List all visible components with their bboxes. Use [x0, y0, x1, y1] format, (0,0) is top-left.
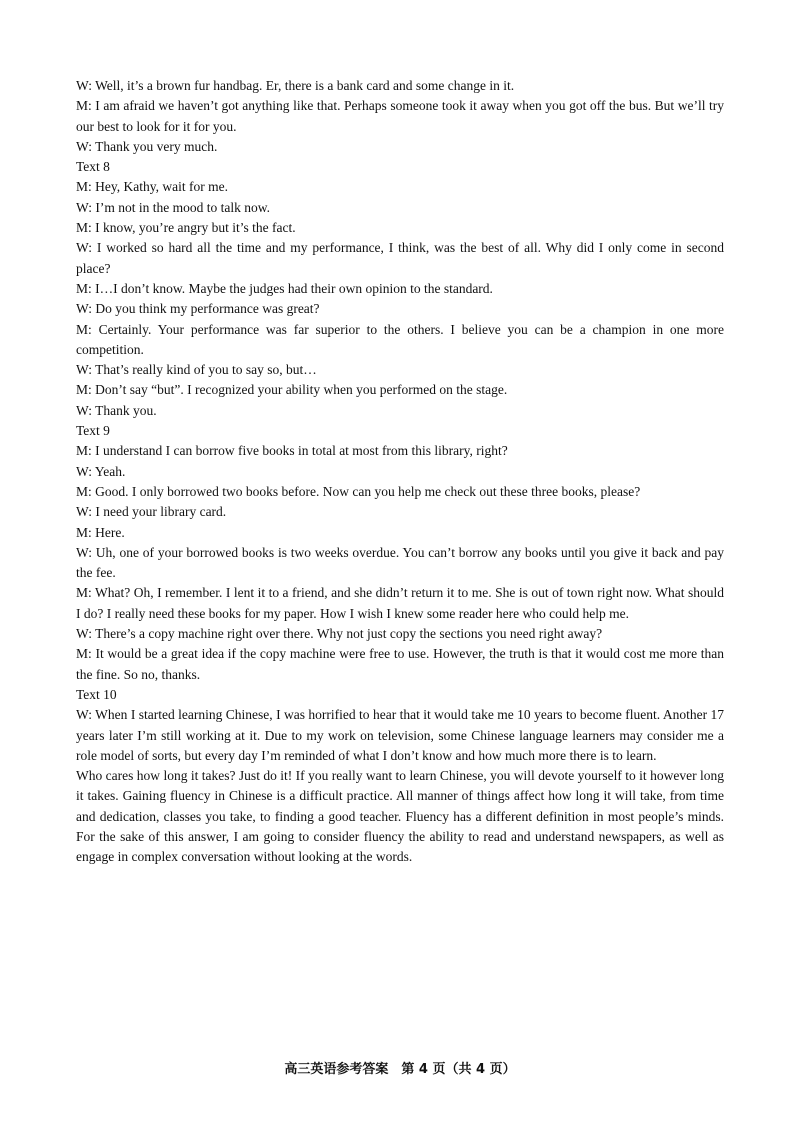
- text-line: M: What? Oh, I remember. I lent it to a friend, and she didn’t return it to me. She is out of town right now. What should I do? I really need these books for my paper. How I wish I knew some reader here who could help me.: [76, 585, 724, 621]
- text-line: M: Good. I only borrowed two books before. Now can you help me check out these three books, please?: [76, 483, 641, 499]
- text-paragraph: W: When I started learning Chinese, I was horrified to hear that it would take me 10 years to become fluent. Another 17 years later I’m still working at it. Due to my work on television, some Chinese language learners may consider me a role model of sorts, but every day I’m reminded of what I don’t know and how much more there is to learn.: [76, 707, 724, 763]
- text-line: W: Do you think my performance was great?: [76, 301, 320, 317]
- text-line: W: Thank you very much.: [76, 138, 218, 154]
- text-line: W: I’m not in the mood to talk now.: [76, 199, 270, 215]
- text-line: W: Uh, one of your borrowed books is two weeks overdue. You can’t borrow any books until you give it back and pay the fee.: [76, 544, 724, 581]
- text-line: W: I worked so hard all the time and my performance, I think, was the best of all. Why did I only come in second place?: [76, 240, 724, 276]
- document-body: [76, 76, 724, 868]
- text-line: M: Hey, Kathy, wait for me.: [76, 179, 228, 195]
- text-line: M: I understand I can borrow five books in total at most from this library, right?: [76, 443, 508, 459]
- section-heading-text-9: Text 9: [76, 423, 110, 439]
- text-line: W: Yeah.: [76, 463, 126, 479]
- section-heading-text-8: Text 8: [76, 159, 110, 175]
- text-line: W: I need your library card.: [76, 504, 227, 520]
- text-line: M: I…I don’t know. Maybe the judges had their own opinion to the standard.: [76, 280, 493, 296]
- text-paragraph: Who cares how long it takes? Just do it! If you really want to learn Chinese, you will devote yourself to it however long it takes. Gaining fluency in Chinese is a difficult practice. All manner of things affect how long it will take, from time and dedication, classes you take, to finding a good teacher. Fluency has a different definition in most people’s minds. For the sake of this answer, I am going to consider fluency the ability to read and understand newspapers, as well as engage in complex conversation without looking at the words.: [76, 768, 724, 865]
- text-line: M: Don’t say “but”. I recognized your ability when you performed on the stage.: [76, 382, 508, 398]
- page-footer: 高三英语参考答案 第 4 页（共 4 页）: [284, 1062, 516, 1077]
- text-line: W: Thank you.: [76, 402, 157, 418]
- text-line: M: I am afraid we haven’t got anything like that. Perhaps someone took it away when you got off the bus. But we’ll try our best to look for it for you.: [76, 98, 724, 134]
- text-line: W: That’s really kind of you to say so, but…: [76, 362, 317, 378]
- text-line: M: It would be a great idea if the copy machine were free to use. However, the truth is that it would cost me more than the fine. So no, thanks.: [76, 646, 724, 682]
- text-line: M: Certainly. Your performance was far superior to the others. I believe you can be a champion in one more competition.: [76, 321, 724, 357]
- section-heading-text-10: Text 10: [76, 686, 117, 702]
- text-line: M: Here.: [76, 524, 125, 540]
- text-line: M: I know, you’re angry but it’s the fact.: [76, 220, 296, 236]
- text-line: W: There’s a copy machine right over there. Why not just copy the sections you need right away?: [76, 626, 603, 642]
- text-line: W: Well, it’s a brown fur handbag. Er, there is a bank card and some change in it.: [76, 78, 515, 93]
